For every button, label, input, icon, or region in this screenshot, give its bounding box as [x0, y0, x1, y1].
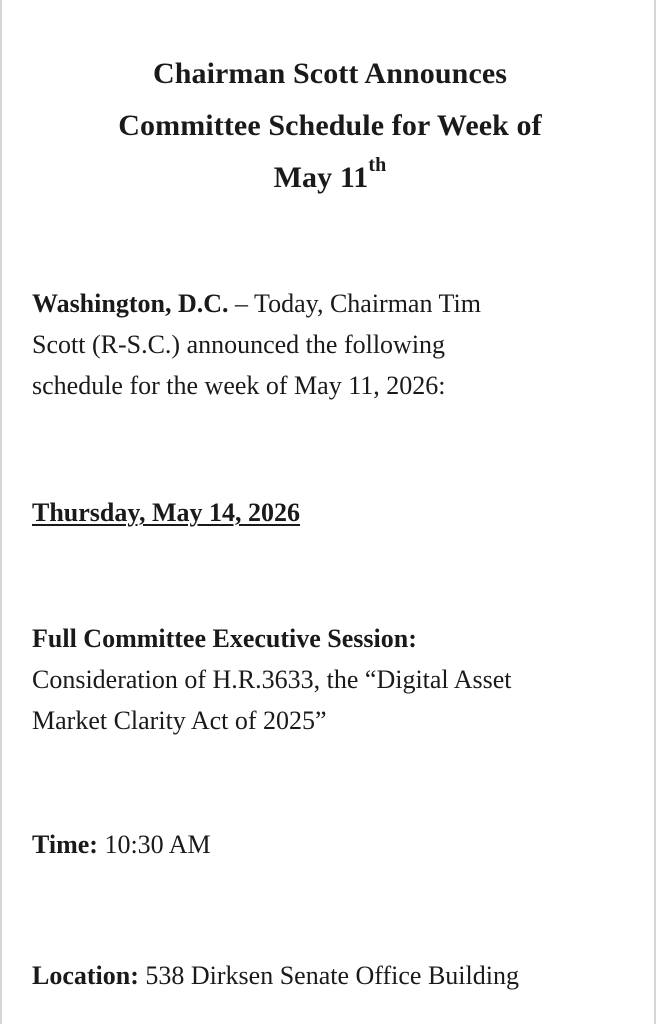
location-value: 538 Dirksen Senate Office Building — [138, 961, 519, 990]
session-line-1: Consideration of H.R.3633, the “Digital Asset — [32, 665, 512, 694]
time-paragraph — [32, 824, 632, 865]
location-label: Location: — [32, 961, 139, 990]
intro-line-1 — [32, 283, 632, 324]
intro-line-3: schedule for the week of May 11, 2026: — [32, 371, 446, 400]
title-superscript: th — [368, 154, 387, 176]
intro-paragraph — [32, 283, 632, 406]
time-label: Time: — [32, 830, 98, 859]
session-line-2: Market Clarity Act of 2025” — [32, 706, 327, 735]
schedule-date-heading: Thursday, May 14, 2026 — [32, 498, 300, 527]
location-paragraph — [32, 955, 632, 996]
time-value: 10:30 AM — [97, 830, 211, 859]
title-line-2: Committee Schedule for Week of — [118, 109, 542, 142]
session-label — [32, 618, 632, 659]
intro-line-1-text: – Today, Chairman Tim — [228, 289, 481, 318]
intro-line-2: Scott (R-S.C.) announced the following — [32, 330, 446, 359]
document-title — [2, 48, 656, 204]
title-line-3-text: May 11 — [273, 161, 369, 194]
dateline: Washington, D.C. — [32, 289, 229, 318]
title-line-3 — [2, 152, 656, 204]
title-line-1: Chairman Scott Announces — [152, 57, 508, 90]
session-label-text: Full Committee Executive Session: — [32, 624, 417, 653]
session-paragraph — [32, 618, 632, 741]
